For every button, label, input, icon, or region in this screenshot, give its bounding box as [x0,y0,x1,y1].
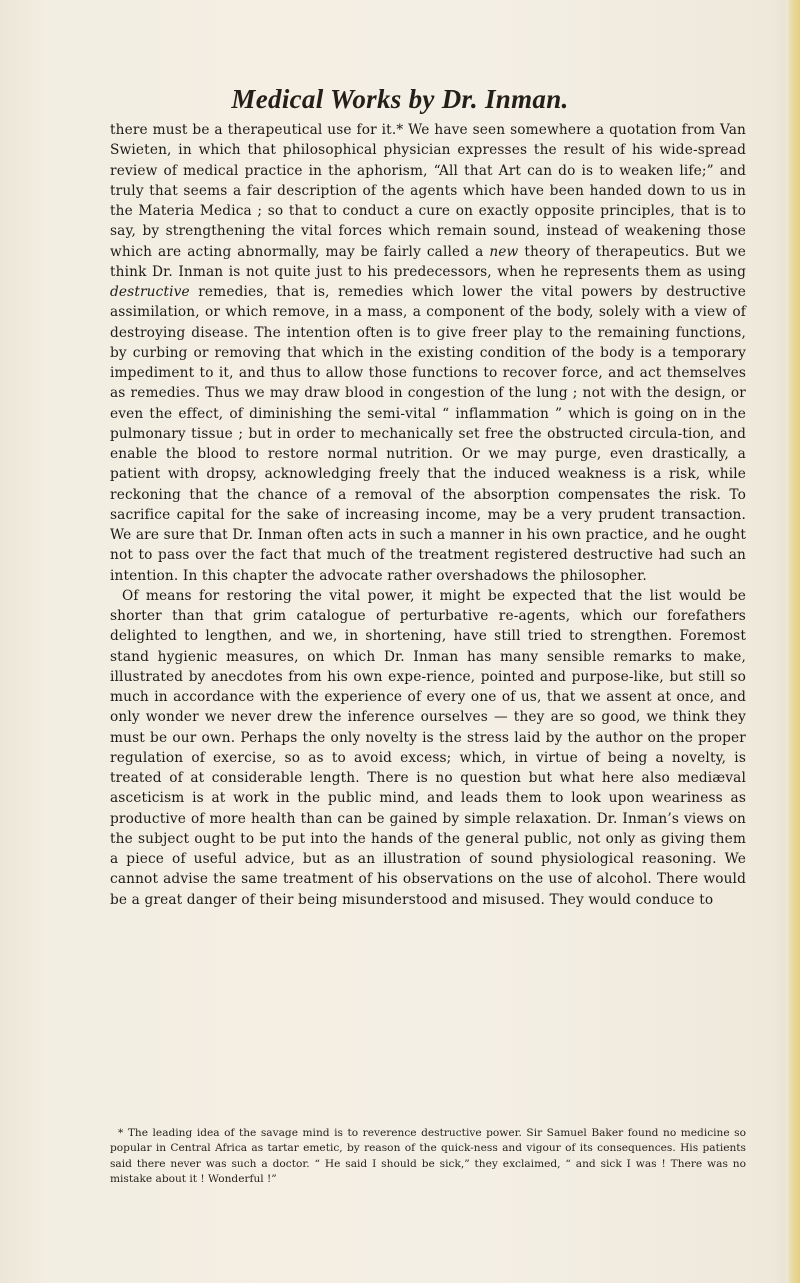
emphasis-destructive: destructive [110,284,190,300]
footnote [110,1126,746,1187]
paragraph-1-part-a: there must be a therapeutical use for it.* We have seen somewhere a quotation from Van Swieten, in which that philosophical physician expresses the result of his wide-spread review of medical practice in the aphorism, “All that Art can do is to weaken life;” and truly that seems a fair description of the agents which have been handed down to us in the Materia Medica ; so that to conduct a cure on exactly opposite principles, that is to say, by strengthening the vital forces which remain sound, instead of weakening those which are acting abnormally, may be fairly called a [110,122,746,260]
article-body [110,120,746,910]
emphasis-new: new [489,243,519,260]
paragraph-1-part-b: theory of therapeutics. But we think Dr. Inman is not quite just to his predecessors, when he represents them as using [110,243,746,280]
paragraph-1-part-c: remedies, that is, remedies which lower the vital powers by destructive assimilation, or which remove, in a mass, a component of the body, solely with a view of destroying disease. The intention often is to give freer play to the remaining functions, by curbing or removing that which in the existing condition of the body is a temporary impediment to it, and thus to allow those functions to recover force, and act themselves as remedies. Thus we may draw blood in congestion of the lung ; not with the design, or even the effect, of diminishing the semi-vital “ inflammation ” which is going on in the pulmonary tissue ; but in order to mechanically set free the obstructed circula-tion, and enable the blood to restore normal nutrition. Or we may purge, even drastically, a patient with dropsy, acknowledging freely that the induced weakness is a risk, while reckoning that the chance of a removal of the absorption compensates the risk. To sacrifice capital for the sake of increasing income, may be a very prudent transaction. We are sure that Dr. Inman often acts in such a manner in his own practice, and he ought not to pass over the fact that much of the treatment registered destructive had such an intention. In this chapter the advocate rather overshadows the philosopher. [110,284,746,584]
footnote-text: * The leading idea of the savage mind is to reverence destructive power. Sir Samuel Baker found no medicine so popular in Central Africa as tartar emetic, by reason of the quick-ness and vigour of its consequences. His patients said there never was such a doctor. “ He said I should be sick,” they exclaimed, “ and sick I was ! There was no mistake about it ! Wonderful !” [110,1127,746,1185]
running-title: Medical Works by Dr. Inman. [231,84,569,114]
paragraph-1 [110,120,746,586]
paragraph-2: Of means for restoring the vital power, it might be expected that the list would be shorter than that grim catalogue of perturbative re-agents, which our forefathers delighted to lengthen, and we, in shortening, have still tried to strengthen. Foremost stand hygienic measures, on which Dr. Inman has many sensible remarks to make, illustrated by anecdotes from his own expe-rience, pointed and purpose-like, but still so much in accordance with the experience of every one of us, that we assent at once, and only wonder we never drew the inference ourselves — they are so good, we think they must be our own. Perhaps the only novelty is the stress laid by the author on the proper regulation of exercise, so as to avoid excess; which, in virtue of being a novelty, is treated of at considerable length. There is no question but what here also mediæval asceticism is at work in the public mind, and leads them to look upon weariness as productive of more health than can be gained by simple relaxation. Dr. Inman’s views on the subject ought to be put into the hands of the general public, not only as giving them a piece of useful advice, but as an illustration of sound physiological reasoning. We cannot advise the same treatment of his observations on the use of alcohol. There would be a great danger of their being misunderstood and misused. They would conduce to [110,587,746,908]
page-edge [786,0,800,1283]
